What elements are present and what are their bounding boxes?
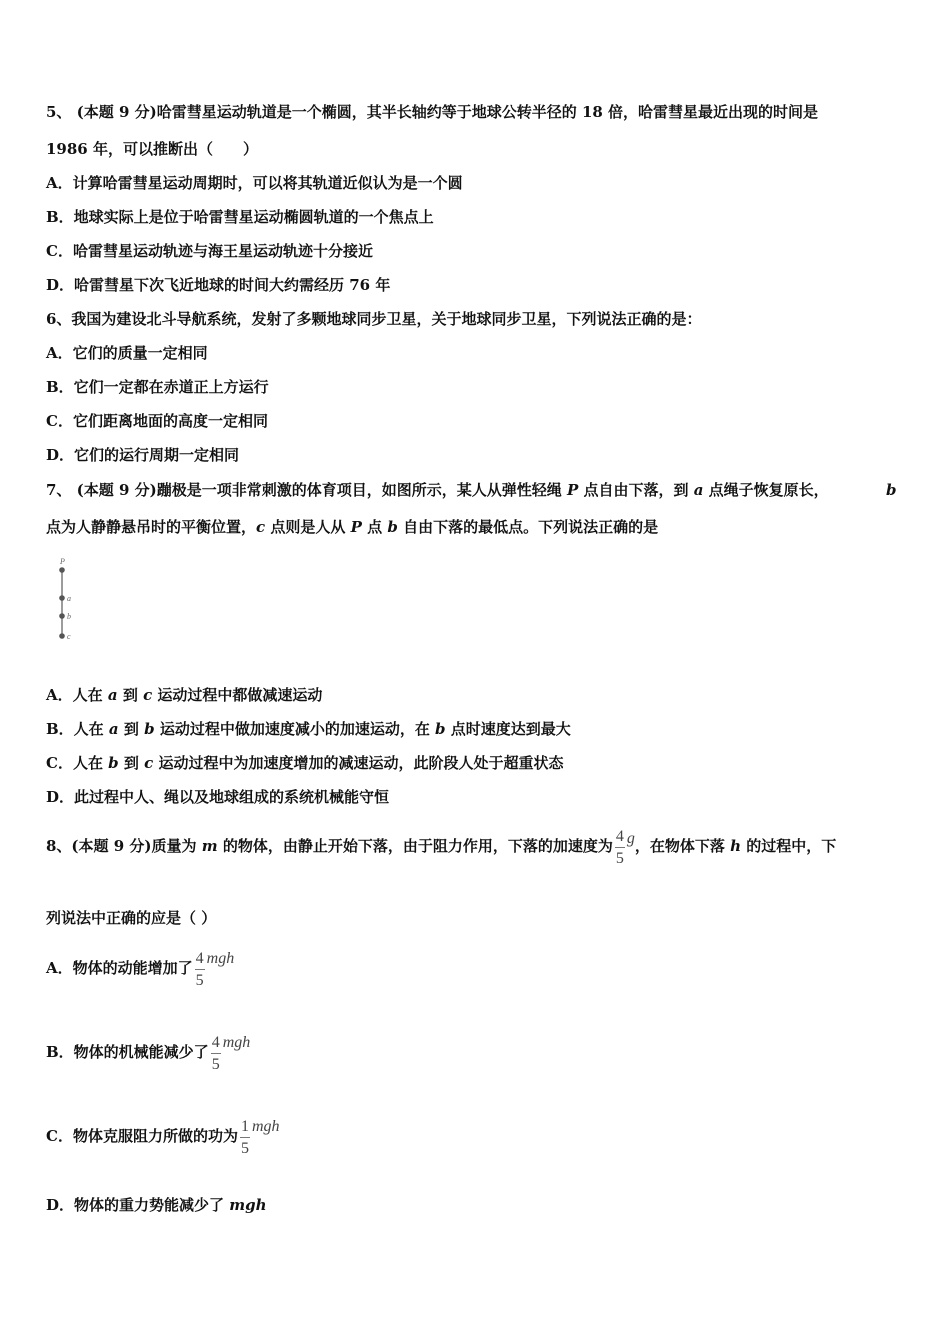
q8-option-b: B．物体的机械能减少了 $\frac{4}{5}$ mgh xyxy=(46,1033,251,1073)
label-p: P xyxy=(60,557,65,566)
label-a: a xyxy=(67,594,71,603)
bungee-figure xyxy=(52,556,92,646)
q5-stem-line2: 1986 年，可以推断出（ ） xyxy=(46,140,258,158)
label-c: c xyxy=(67,632,71,641)
q6-option-b: B．它们一定都在赤道正上方运行 xyxy=(46,378,269,396)
label-b: b xyxy=(67,612,71,621)
q8-option-d: D．物体的重力势能减少了 mgh xyxy=(46,1196,267,1214)
q5-option-c: C．哈雷彗星运动轨迹与海王星运动轨迹十分接近 xyxy=(46,242,373,260)
point-p xyxy=(59,567,65,573)
q8-stem-line2: 列说法中正确的应是（ ） xyxy=(46,909,217,927)
q8-accel-fraction: $\frac{4}{5}$ xyxy=(615,827,624,867)
q7-stem-line1: 7、 (本题 9 分)蹦极是一项非常刺激的体育项目，如图所示，某人从弹性轻绳 P 点自由下落，到 a 点绳子恢复原长， b xyxy=(46,481,897,499)
q8-stem-line1: 8、(本题 9 分)质量为 m 的物体，由静止开始下落，由于阻力作用，下落的加速度为 $\frac{4}{5}$ g，在物体下落 h 的过程中，下 xyxy=(46,827,837,867)
q8-option-c-fraction: $\frac{1}{5}$ xyxy=(240,1117,249,1157)
q6-option-d: D．它们的运行周期一定相同 xyxy=(46,446,240,464)
q6-stem: 6、我国为建设北斗导航系统，发射了多颗地球同步卫星，关于地球同步卫星，下列说法正确的是： xyxy=(46,310,702,328)
q5-option-b: B．地球实际上是位于哈雷彗星运动椭圆轨道的一个焦点上 xyxy=(46,208,434,226)
q7-option-a: A．人在 a 到 c 运动过程中都做减速运动 xyxy=(46,686,323,704)
q8-option-a: A．物体的动能增加了 $\frac{4}{5}$ mgh xyxy=(46,949,235,989)
q7-option-d: D．此过程中人、绳以及地球组成的系统机械能守恒 xyxy=(46,788,390,806)
q7-stem-line2: 点为人静静悬吊时的平衡位置，c 点则是人从 P 点 b 自由下落的最低点。下列说法正确的是 xyxy=(46,518,659,536)
point-b xyxy=(59,613,65,619)
q7-option-c: C．人在 b 到 c 运动过程中为加速度增加的减速运动，此阶段人处于超重状态 xyxy=(46,754,564,772)
q8-option-a-fraction: $\frac{4}{5}$ xyxy=(195,949,204,989)
q5-option-d: D．哈雷彗星下次飞近地球的时间大约需经历 76 年 xyxy=(46,276,391,294)
point-a xyxy=(59,595,65,601)
q7-option-b: B．人在 a 到 b 运动过程中做加速度减小的加速运动，在 b 点时速度达到最大 xyxy=(46,720,571,738)
q6-option-c: C．它们距离地面的高度一定相同 xyxy=(46,412,268,430)
q6-option-a: A．它们的质量一定相同 xyxy=(46,344,208,362)
q5-stem-line1: 5、 (本题 9 分)哈雷彗星运动轨道是一个椭圆，其半长轴约等于地球公转半径的 18 倍，哈雷彗星最近出现的时间是 xyxy=(46,103,819,121)
q5-option-a: A．计算哈雷彗星运动周期时，可以将其轨道近似认为是一个圆 xyxy=(46,174,463,192)
q8-option-c: C．物体克服阻力所做的功为 $\frac{1}{5}$ mgh xyxy=(46,1117,280,1157)
point-c xyxy=(59,633,65,639)
q8-option-b-fraction: $\frac{4}{5}$ xyxy=(211,1033,220,1073)
